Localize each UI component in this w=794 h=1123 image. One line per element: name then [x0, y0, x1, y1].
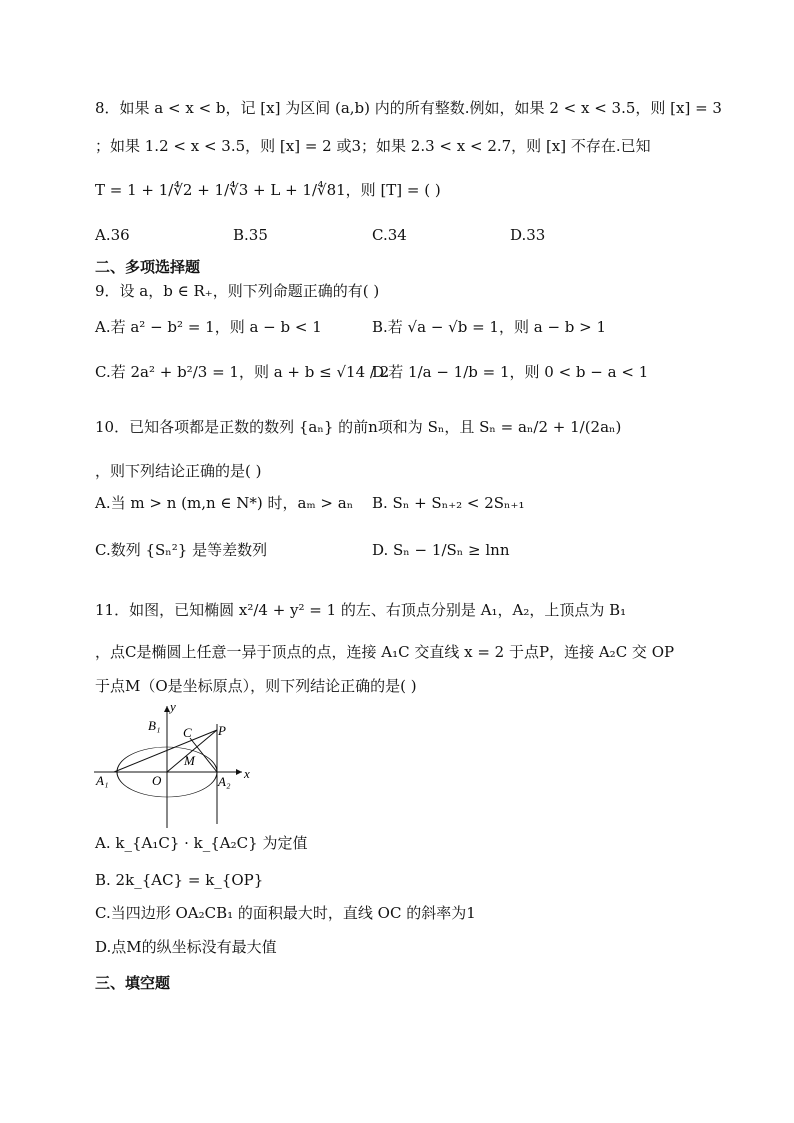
q8-line1: 8．如果 a < x < b，记 [x] 为区间 (a,b) 内的所有整数.例如，如果 2 < x < 3.5，则 [x] = 3: [95, 99, 722, 117]
label-a2: A₂: [218, 774, 231, 789]
label-y: y: [170, 700, 176, 714]
q8-line3: T = 1 + 1/∜2 + 1/∜3 + L + 1/∜81，则 [T] = ( ): [95, 181, 441, 199]
q8-option-a: A.36: [95, 226, 130, 244]
line-a1-p: [114, 730, 217, 772]
label-o: O: [152, 773, 162, 788]
section-heading-fill-in: 三、填空题: [95, 974, 171, 992]
q11-option-c: C.当四边形 OA₂CB₁ 的面积最大时，直线 OC 的斜率为1: [95, 904, 476, 922]
q11-option-b: B. 2k_{AC} = k_{OP}: [95, 871, 264, 889]
q11-line2: ，点C是椭圆上任意一异于顶点的点，连接 A₁C 交直线 x = 2 于点P，连接 A₂C 交 OP: [95, 643, 675, 661]
q10-option-d: D. Sₙ − 1/Sₙ ≥ lnn: [372, 541, 510, 559]
label-m: M: [184, 753, 195, 768]
q9-option-a: A.若 a² − b² = 1，则 a − b < 1: [95, 318, 322, 336]
label-x: x: [244, 766, 250, 781]
section-heading-multiple-choice: 二、多项选择题: [95, 258, 201, 276]
q11-option-a: A. k_{A₁C} · k_{A₂C} 为定值: [95, 834, 308, 852]
q8-option-b: B.35: [233, 226, 268, 244]
q10-option-a: A.当 m > n (m,n ∈ N*) 时，aₘ > aₙ: [95, 494, 354, 512]
q10-stem: 10．已知各项都是正数的数列 {aₙ} 的前n项和为 Sₙ，且 Sₙ = aₙ/2 + 1/(2aₙ): [95, 418, 622, 436]
q8-option-d: D.33: [510, 226, 546, 244]
q10-stem-continued: ，则下列结论正确的是( ): [95, 462, 262, 480]
q9-option-b: B.若 √a − √b = 1，则 a − b > 1: [372, 318, 607, 336]
q10-option-b: B. Sₙ + Sₙ₊₂ < 2Sₙ₊₁: [372, 494, 525, 512]
q9-option-d: D.若 1/a − 1/b = 1，则 0 < b − a < 1: [372, 363, 649, 381]
q9-option-c: C.若 2a² + b²/3 = 1，则 a + b ≤ √14 / 2: [95, 363, 390, 381]
q11-line3: 于点M（O是坐标原点），则下列结论正确的是( ): [95, 677, 417, 695]
q9-stem: 9．设 a，b ∈ R₊，则下列命题正确的有( ): [95, 282, 380, 300]
label-p: P: [218, 723, 226, 738]
label-b1: B₁: [148, 718, 161, 733]
label-c: C: [183, 725, 192, 740]
label-a1: A₁: [96, 773, 109, 788]
x-axis-arrow-icon: [236, 769, 242, 775]
q10-option-c: C.数列 {Sₙ²} 是等差数列: [95, 541, 268, 559]
q11-line1: 11．如图，已知椭圆 x²/4 + y² = 1 的左、右顶点分别是 A₁，A₂，上顶点为 B₁: [95, 601, 627, 619]
ellipse-figure: [92, 700, 254, 832]
q8-option-c: C.34: [372, 226, 407, 244]
q8-line2: ；如果 1.2 < x < 3.5，则 [x] = 2 或3；如果 2.3 < x < 2.7，则 [x] 不存在.已知: [95, 137, 651, 155]
q11-option-d: D.点M的纵坐标没有最大值: [95, 938, 277, 956]
